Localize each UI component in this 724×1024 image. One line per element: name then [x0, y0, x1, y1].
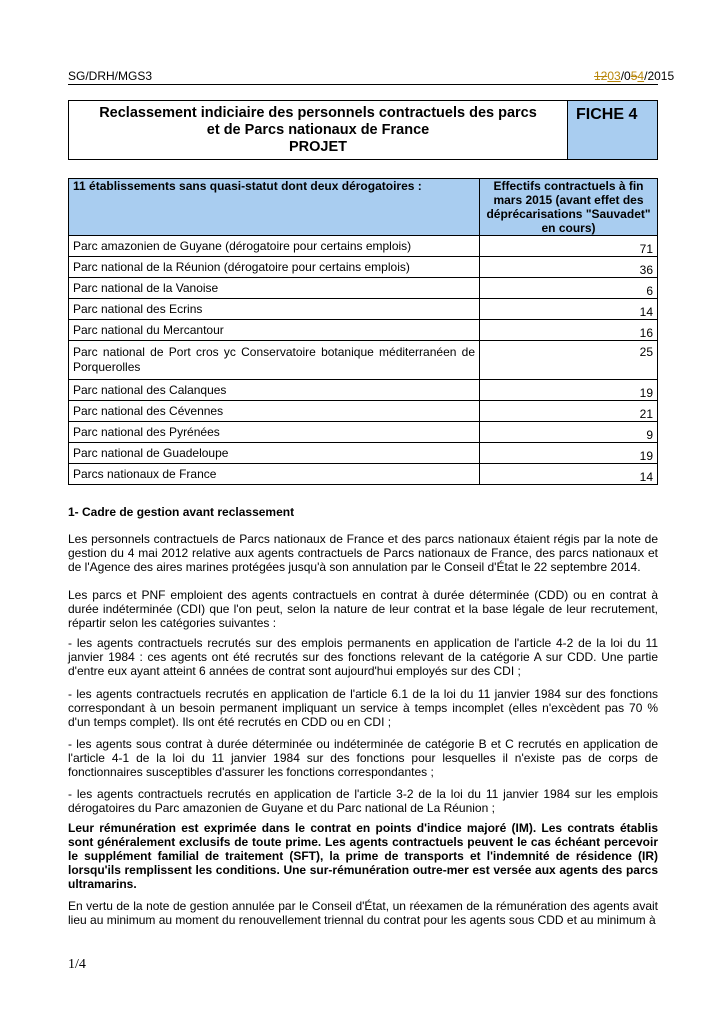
paragraph: Les personnels contractuels de Parcs nationaux de France et des parcs nationaux étaient régis par la note de gestion du 4 mai 2012 relative aux agents contractuels de Parcs nationaux de France, des parcs nationaux et de l'Agence des aires marines protégées jusqu'à son annulation par le Conseil d'État le 22 septembre 2014. — [68, 532, 658, 574]
date-separator: /0 — [620, 69, 631, 83]
headcount-value: 9 — [480, 422, 658, 443]
headcount-value: 36 — [480, 257, 658, 278]
header-rule — [68, 84, 658, 85]
date-inserted-text: 4 — [637, 69, 645, 83]
title-box — [68, 100, 568, 160]
establishment-name: Parc national de la Réunion (dérogatoire pour certains emplois) — [69, 257, 480, 278]
title-line-3: PROJET — [288, 138, 347, 155]
paragraph: Les parcs et PNF emploient des agents contractuels en contrat à durée déterminée (CDD) ou en contrat à durée indéterminée (CDI) que l'on peut, selon la nature de leur contrat et la base légale de leur recrutement, répartir selon les catégories suivantes : — [68, 588, 658, 630]
page-number: 1/4 — [68, 957, 86, 972]
paragraph: - les agents contractuels recrutés en application de l'article 6.1 de la loi du 11 janvier 1984 sur des fonctions correspondant à un besoin permanent impliquant un service à temps incomplet (elles n'excèdent pas 70 % d'un temps complet). Ils ont été recrutés en CDD ou en CDI ; — [68, 687, 658, 729]
document-date — [594, 69, 674, 83]
section-heading: 1- Cadre de gestion avant reclassement — [68, 505, 295, 519]
headcount-value: 14 — [480, 464, 658, 485]
establishment-name: Parc national des Ecrins — [69, 299, 480, 320]
establishment-name: Parc national de Guadeloupe — [69, 443, 480, 464]
establishment-name: Parc amazonien de Guyane (dérogatoire pour certains emplois) — [69, 236, 480, 257]
title-line-2: et de Parcs nationaux de France — [206, 121, 430, 138]
table-row — [69, 443, 658, 464]
paragraph: - les agents contractuels recrutés sur des emplois permanents en application de l'article 4-2 de la loi du 11 janvier 1984 : ces agents ont été recrutés sur des fonctions relevant de la catégorie A sur CDD. Une partie d'entre eux ayant atteint 6 années de contrat sont aujourd'hui employés sur des CDI ; — [68, 636, 658, 678]
headcount-value: 25 — [480, 341, 658, 380]
establishment-name: Parc national du Mercantour — [69, 320, 480, 341]
table-row — [69, 257, 658, 278]
date-inserted-text: 03 — [607, 69, 621, 83]
table-row — [69, 320, 658, 341]
paragraph: - les agents contractuels recrutés en application de l'article 3-2 de la loi du 11 janvier 1984 sur les emplois dérogatoires du Parc amazonien de Guyane et du Parc national de La Réunion ; — [68, 787, 658, 815]
establishment-name: Parc national des Cévennes — [69, 401, 480, 422]
date-deleted-text: 5 — [630, 69, 638, 83]
fiche-label: FICHE 4 — [568, 100, 658, 160]
table-row — [69, 380, 658, 401]
headcount-value: 14 — [480, 299, 658, 320]
establishments-table — [68, 178, 658, 485]
establishment-name: Parc national des Calanques — [69, 380, 480, 401]
date-deleted-text: 12 — [594, 69, 608, 83]
table-row — [69, 236, 658, 257]
table-row — [69, 422, 658, 443]
establishment-name: Parcs nationaux de France — [69, 464, 480, 485]
title-line-1: Reclassement indiciaire des personnels contractuels des parcs — [99, 104, 537, 121]
table-row — [69, 401, 658, 422]
headcount-value: 21 — [480, 401, 658, 422]
table-row — [69, 299, 658, 320]
table-row — [69, 278, 658, 299]
headcount-value: 19 — [480, 443, 658, 464]
date-year: /2015 — [644, 69, 675, 83]
table-row — [69, 341, 658, 380]
table-header-establishments: 11 établissements sans quasi-statut dont deux dérogatoires : — [69, 179, 480, 236]
paragraph: - les agents sous contrat à durée déterminée ou indéterminée de catégorie B et C recrutés en application de l'article 4-1 de la loi du 11 janvier 1984 sur des fonctions pour lesquelles il n'existe pas de corps de fonctionnaires susceptibles d'assurer les fonctions correspondantes ; — [68, 737, 658, 779]
headcount-value: 71 — [480, 236, 658, 257]
table-row — [69, 464, 658, 485]
establishment-name: Parc national des Pyrénées — [69, 422, 480, 443]
paragraph-bold: Leur rémunération est exprimée dans le contrat en points d'indice majoré (IM). Les contrats établis sont généralement exclusifs de toute prime. Les agents contractuels peuvent le cas échéant percevoir le supplément familial de traitement (SFT), la prime de transports et l'indemnité de résidence (IR) lorsqu'ils remplissent les conditions. Une sur-rémunération outre-mer est versée aux agents des parcs ultramarins. — [68, 821, 658, 891]
table-header-row — [69, 179, 658, 236]
headcount-value: 16 — [480, 320, 658, 341]
headcount-value: 6 — [480, 278, 658, 299]
establishment-name: Parc national de Port cros yc Conservatoire botanique méditerranéen de Porquerolles — [69, 341, 480, 380]
establishment-name: Parc national de la Vanoise — [69, 278, 480, 299]
table-header-headcount: Effectifs contractuels à fin mars 2015 (avant effet des déprécarisations "Sauvadet" en cours) — [480, 179, 658, 236]
document-reference: SG/DRH/MGS3 — [68, 69, 153, 83]
paragraph: En vertu de la note de gestion annulée par le Conseil d'État, un réexamen de la rémunération des agents avait lieu au minimum au moment du renouvellement triennal du contrat pour les agents sous CDD et au minimum à — [68, 899, 658, 927]
headcount-value: 19 — [480, 380, 658, 401]
